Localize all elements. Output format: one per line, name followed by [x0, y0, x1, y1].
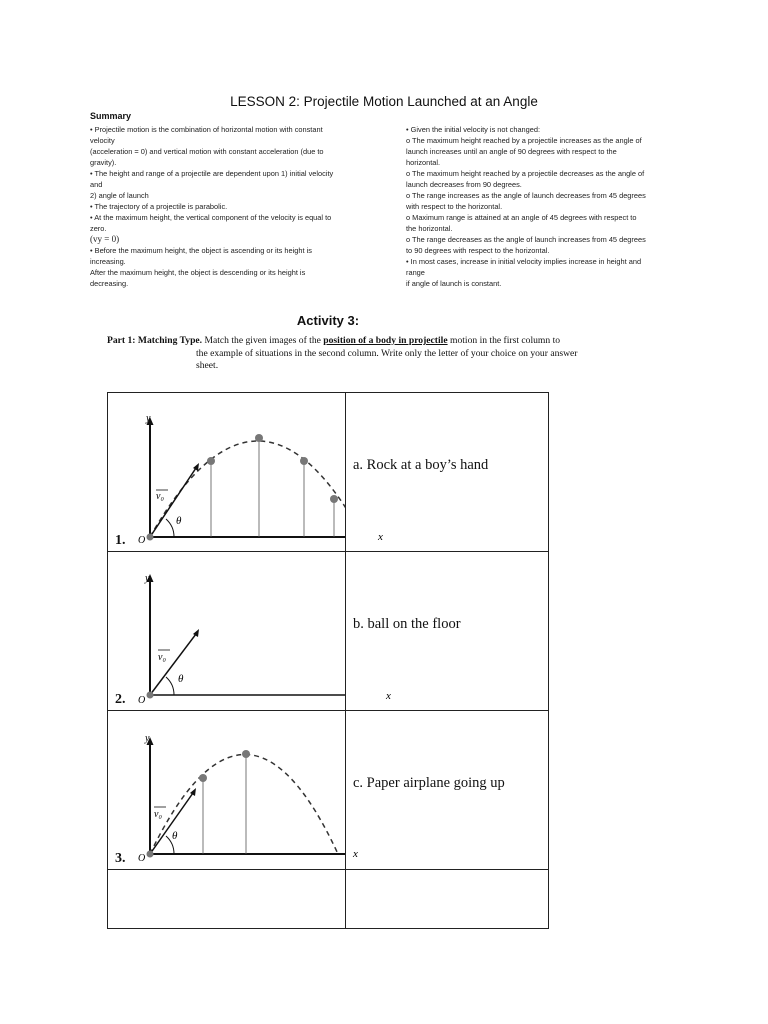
- part-type: Matching Type.: [137, 335, 203, 346]
- part-line-3: sheet.: [196, 360, 219, 371]
- summary-line: • At the maximum height, the vertical component of the velocity is equal to: [90, 213, 332, 222]
- empty-cell: [108, 870, 346, 929]
- summary-line: decreasing.: [90, 279, 129, 288]
- y-axis-label: y: [145, 573, 150, 584]
- y-axis-label: y: [145, 733, 150, 744]
- projectile-diagram-2: [108, 552, 345, 710]
- item-number: 3.: [115, 851, 126, 866]
- x-axis-label: x: [378, 531, 383, 543]
- table-row: [108, 552, 549, 711]
- angle-label: θ: [176, 515, 182, 527]
- part-line-2: the example of situations in the second column. Write only the letter of your choice on your answer: [196, 347, 578, 359]
- part-label: Part 1:: [107, 335, 136, 346]
- summary-line: zero.: [90, 224, 107, 233]
- part-underlined: position of a body in projectile: [323, 335, 448, 346]
- summary-left-column: [90, 124, 380, 289]
- projectile-diagram-1: [108, 393, 345, 551]
- summary-line: if angle of launch is constant.: [406, 279, 502, 288]
- summary-line: launch increases until an angle of 90 degrees with respect to the: [406, 147, 617, 156]
- summary-line: o Maximum range is attained at an angle of 45 degrees with respect to: [406, 213, 637, 222]
- summary-line: velocity: [90, 136, 115, 145]
- answer-cell-c: [346, 711, 549, 870]
- origin-label: O: [138, 853, 146, 864]
- table-row: [108, 870, 549, 929]
- summary-line: o The maximum height reached by a projectile decreases as the angle of: [406, 169, 645, 178]
- answer-a: a. Rock at a boy’s hand: [353, 456, 489, 473]
- answer-b: b. ball on the floor: [353, 615, 461, 632]
- summary-line: range: [406, 268, 425, 277]
- velocity-label: v₀: [156, 491, 164, 502]
- summary-line: with respect to the horizontal.: [406, 202, 503, 211]
- matching-table: [107, 392, 549, 929]
- velocity-label: v₀: [158, 652, 166, 663]
- summary-line: o The range decreases as the angle of launch increases from 45 degrees: [406, 235, 646, 244]
- angle-label: θ: [172, 830, 178, 842]
- summary-line: • Projectile motion is the combination of horizontal motion with constant: [90, 125, 323, 134]
- summary-heading: Summary: [90, 111, 132, 121]
- answer-cell-a: [346, 393, 549, 552]
- figure-cell-3: [108, 711, 346, 870]
- velocity-label: v₀: [154, 809, 162, 820]
- item-number: 2.: [115, 692, 126, 707]
- table-row: [108, 711, 549, 870]
- summary-line: • Given the initial velocity is not changed:: [406, 125, 541, 134]
- origin-label: O: [138, 695, 146, 706]
- angle-label: θ: [178, 673, 184, 685]
- table-row: [108, 393, 549, 552]
- item-number: 1.: [115, 533, 126, 548]
- origin-label: O: [138, 535, 146, 546]
- summary-line: o The range increases as the angle of launch decreases from 45 degrees: [406, 191, 646, 200]
- summary-line: and: [90, 180, 103, 189]
- answer-cell-b: [346, 552, 549, 711]
- part-1-instructions: [107, 335, 627, 373]
- summary-line: After the maximum height, the object is descending or its height is: [90, 268, 306, 277]
- summary-line: 2) angle of launch: [90, 191, 149, 200]
- summary-right-column: [406, 124, 676, 289]
- x-axis-label: x: [353, 848, 358, 860]
- summary-line: launch decreases from 90 degrees.: [406, 180, 522, 189]
- part-text-after: motion in the first column to: [447, 335, 561, 346]
- empty-cell: [346, 870, 549, 929]
- summary-line: gravity).: [90, 158, 117, 167]
- answer-c: c. Paper airplane going up: [353, 774, 505, 791]
- lesson-title: LESSON 2: Projectile Motion Launched at an Angle: [230, 94, 538, 109]
- figure-cell-1: [108, 393, 346, 552]
- activity-heading: [0, 313, 656, 328]
- summary-line: to 90 degrees with respect to the horizontal.: [406, 246, 550, 255]
- summary-line: (vy = 0): [90, 234, 120, 244]
- summary-line: • The trajectory of a projectile is parabolic.: [90, 202, 228, 211]
- x-axis-label: x: [386, 690, 391, 702]
- summary-line: (acceleration = 0) and vertical motion with constant acceleration (due to: [90, 147, 324, 156]
- summary-line: increasing.: [90, 257, 126, 266]
- summary-line: horizontal.: [406, 158, 441, 167]
- figure-cell-2: [108, 552, 346, 711]
- summary-line: the horizontal.: [406, 224, 453, 233]
- summary-line: • The height and range of a projectile are dependent upon 1) initial velocity: [90, 169, 334, 178]
- summary-line: o The maximum height reached by a projectile increases as the angle of: [406, 136, 642, 145]
- summary-line: • In most cases, increase in initial velocity implies increase in height and: [406, 257, 642, 266]
- projectile-diagram-3: [108, 711, 345, 869]
- part-text-before: Match the given images of the: [202, 335, 324, 346]
- summary-line: • Before the maximum height, the object is ascending or its height is: [90, 246, 312, 255]
- y-axis-label: y: [146, 413, 151, 424]
- activity-title: Activity 3:: [296, 313, 360, 328]
